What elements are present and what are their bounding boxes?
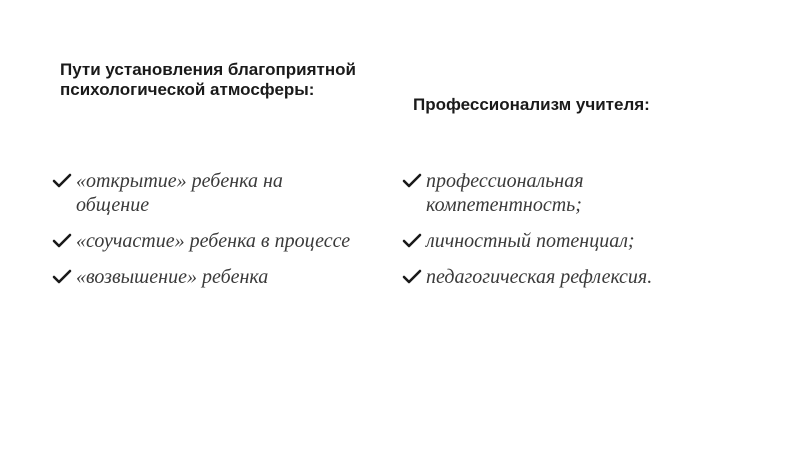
list-item-text: «соучастие» ребенка в процессе	[76, 230, 351, 252]
right-list	[402, 169, 722, 301]
list-item-text: педагогическая рефлексия.	[426, 266, 653, 288]
checkmark-icon	[402, 231, 422, 251]
list-item	[402, 229, 722, 253]
list-item	[52, 229, 352, 253]
list-item	[402, 169, 722, 217]
list-item-text: личностный потенциал;	[426, 230, 635, 252]
left-heading: Пути установления благоприятной психологической атмосферы:	[60, 60, 356, 99]
checkmark-icon	[52, 231, 72, 251]
list-item	[402, 265, 722, 289]
left-list	[52, 169, 352, 301]
checkmark-icon	[402, 267, 422, 287]
checkmark-icon	[52, 171, 72, 191]
checkmark-icon	[402, 171, 422, 191]
list-item-text: «открытие» ребенка на общение	[76, 170, 283, 216]
list-item	[52, 169, 352, 217]
list-item-text: профессиональная компетентность;	[426, 170, 584, 216]
list-item	[52, 265, 352, 289]
right-heading: Профессионализм учителя:	[413, 95, 650, 114]
list-item-text: «возвышение» ребенка	[76, 266, 269, 288]
checkmark-icon	[52, 267, 72, 287]
